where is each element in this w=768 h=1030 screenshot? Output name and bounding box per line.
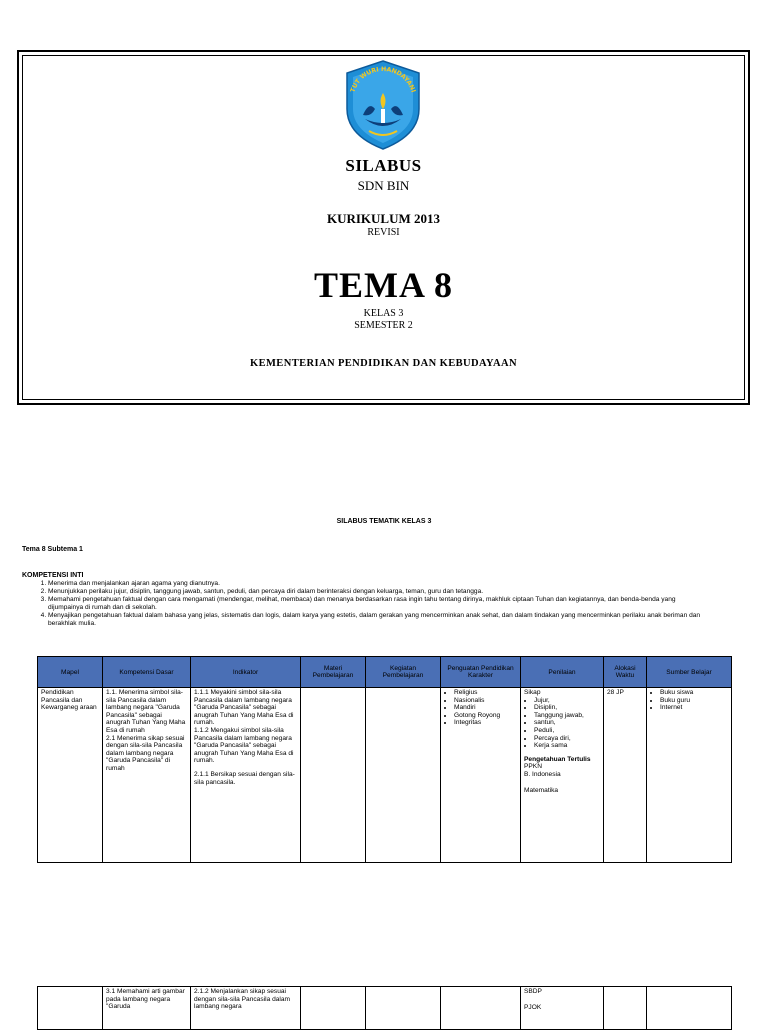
sumber-list	[650, 689, 728, 712]
cell-sumber	[647, 987, 732, 1030]
cell-sumber	[647, 688, 732, 863]
ppk-item: • Integritas	[454, 719, 517, 727]
pengetahuan-label: Pengetahuan Tertulis	[524, 755, 591, 763]
penilaian-mapel: SBDP	[524, 988, 542, 995]
cell-kegiatan	[366, 987, 441, 1030]
sikap-item: • Percaya diri,	[534, 735, 600, 743]
penilaian-mapel: PPKN	[524, 763, 542, 771]
cover-theme: TEMA 8	[313, 265, 453, 305]
sumber-item: • Buku guru	[660, 697, 728, 705]
table-header-row	[38, 657, 732, 688]
header-indikator: Indikator	[191, 657, 301, 688]
ppk-item: • Religius	[454, 689, 517, 697]
cover-ministry: KEMENTERIAN PENDIDIKAN DAN KEBUDAYAAN	[250, 358, 517, 369]
cell-kd	[103, 688, 191, 863]
kd-item: 1.1. Menerima simbol sila-sila Pancasila dalam lambang negara "Garuda Pancasila" sebagai anugrah Tuhan Yang Maha Esa di rumah	[106, 689, 186, 734]
cell-mapel	[38, 987, 103, 1030]
cell-mapel: Pendidikan Pancasila dan Kewarganeg araan	[38, 688, 103, 863]
header-penilaian: Penilaian	[521, 657, 604, 688]
table-row	[38, 688, 732, 863]
ppk-item: • Gotong Royong	[454, 712, 517, 720]
header-sumber: Sumber Belajar	[647, 657, 732, 688]
silabus-table	[37, 656, 732, 863]
cell-alokasi: 28 JP	[604, 688, 647, 863]
ki-item: 4. Menyajikan pengetahuan faktual dalam bahasa yang jelas, sistematis dan logis, dalam karya yang estetis, dalam gerakan yang mencerminkan anak sehat, dan dalam tindakan yang mencerminkan perilaku anak beriman dan berakhlak mulia.	[48, 612, 712, 628]
penilaian-mapel: Matematika	[524, 786, 559, 794]
kd-item: 2.1 Menerima sikap sesuai dengan sila-sila Pancasila dalam lambang negara "Garuda Pancasila" di rumah	[106, 734, 185, 772]
ki-list	[22, 580, 712, 628]
svg-text:TUT WURI HANDAYANI: TUT WURI HANDAYANI	[349, 65, 417, 94]
ppk-item: • Nasionalis	[454, 697, 517, 705]
silabus-table-continued	[37, 986, 732, 1030]
sumber-item: • Internet	[660, 704, 728, 712]
sikap-item: • santun,	[534, 719, 600, 727]
sikap-list	[524, 697, 600, 750]
subtema-label: Tema 8 Subtema 1	[22, 546, 83, 553]
cell-materi	[301, 688, 366, 863]
ki-item: 1. Menerima dan menjalankan ajaran agama yang dianutnya.	[48, 580, 712, 588]
cell-alokasi	[604, 987, 647, 1030]
document-title: SILABUS TEMATIK KELAS 3	[336, 518, 432, 525]
ki-heading: KOMPETENSI INTI	[22, 572, 84, 579]
indikator-item: 2.1.1 Bersikap sesuai dengan sila- sila pancasila.	[194, 770, 295, 786]
cell-ppk	[441, 688, 521, 863]
penilaian-sikap-label: Sikap	[524, 689, 541, 696]
cover-revision: REVISI	[367, 227, 400, 238]
ppk-list	[444, 689, 517, 727]
tut-wuri-handayani-logo	[335, 57, 431, 153]
header-kegiatan: Kegiatan Pembelajaran	[366, 657, 441, 688]
penilaian-mapel: B. Indonesia	[524, 770, 561, 778]
cover-title: SILABUS	[345, 156, 422, 175]
cell-ppk	[441, 987, 521, 1030]
header-ppk: Penguatan Pendidikan Karakter	[441, 657, 521, 688]
cell-indikator: 2.1.2 Menjalankan sikap sesuai dengan sila-sila Pancasila dalam lambang negara	[191, 987, 301, 1030]
header-alokasi: Alokasi Waktu	[604, 657, 647, 688]
ppk-item: • Mandiri	[454, 704, 517, 712]
cover-school: SDN BIN	[357, 178, 410, 193]
penilaian-mapel: PJOK	[524, 1003, 542, 1011]
cell-penilaian	[521, 688, 604, 863]
sikap-item: • Disiplin,	[534, 704, 600, 712]
cover-curriculum: KURIKULUM 2013	[326, 211, 441, 226]
cell-penilaian	[521, 987, 604, 1030]
cover-grade: KELAS 3	[363, 308, 404, 319]
cell-kegiatan	[366, 688, 441, 863]
cover-box	[17, 50, 750, 405]
indikator-item: 1.1.1 Meyakini simbol sila-sila Pancasila dalam lambang negara "Garuda Pancasila" sebagai anugrah Tuhan Yang Maha Esa di rumah.	[194, 689, 294, 727]
sikap-item: • Jujur,	[534, 697, 600, 705]
sumber-item: • Buku siswa	[660, 689, 728, 697]
cell-indikator	[191, 688, 301, 863]
header-mapel: Mapel	[38, 657, 103, 688]
cover-semester: SEMESTER 2	[354, 320, 413, 331]
sikap-item: • Tanggung jawab,	[534, 712, 600, 720]
ki-item: 2. Menunjukkan perilaku jujur, disiplin, tanggung jawab, santun, peduli, dan percaya diri dalam berinteraksi dengan keluarga, teman, guru dan tetangga.	[48, 588, 712, 596]
header-materi: Materi Pembelajaran	[301, 657, 366, 688]
table-row	[38, 987, 732, 1030]
cell-materi	[301, 987, 366, 1030]
sikap-item: • Kerja sama	[534, 742, 600, 750]
sikap-item: • Peduli,	[534, 727, 600, 735]
ki-item: 3. Memahami pengetahuan faktual dengan cara mengamati (mendengar, melihat, membaca) dan menanya berdasarkan rasa ingin tahu tentang dirinya, makhluk ciptaan Tuhan dan kegiatannya, dan benda-benda yang dijumpainya di rumah dan di sekolah.	[48, 596, 712, 612]
cell-kd: 3.1 Memahami arti gambar pada lambang negara "Garuda	[103, 987, 191, 1030]
indikator-item: 1.1.2 Mengakui simbol sila-sila Pancasila dalam lambang negara "Garuda Pancasila" sebagai anugrah Tuhan Yang Maha Esa di rumah.	[194, 726, 294, 765]
header-kompetensi-dasar: Kompetensi Dasar	[103, 657, 191, 688]
